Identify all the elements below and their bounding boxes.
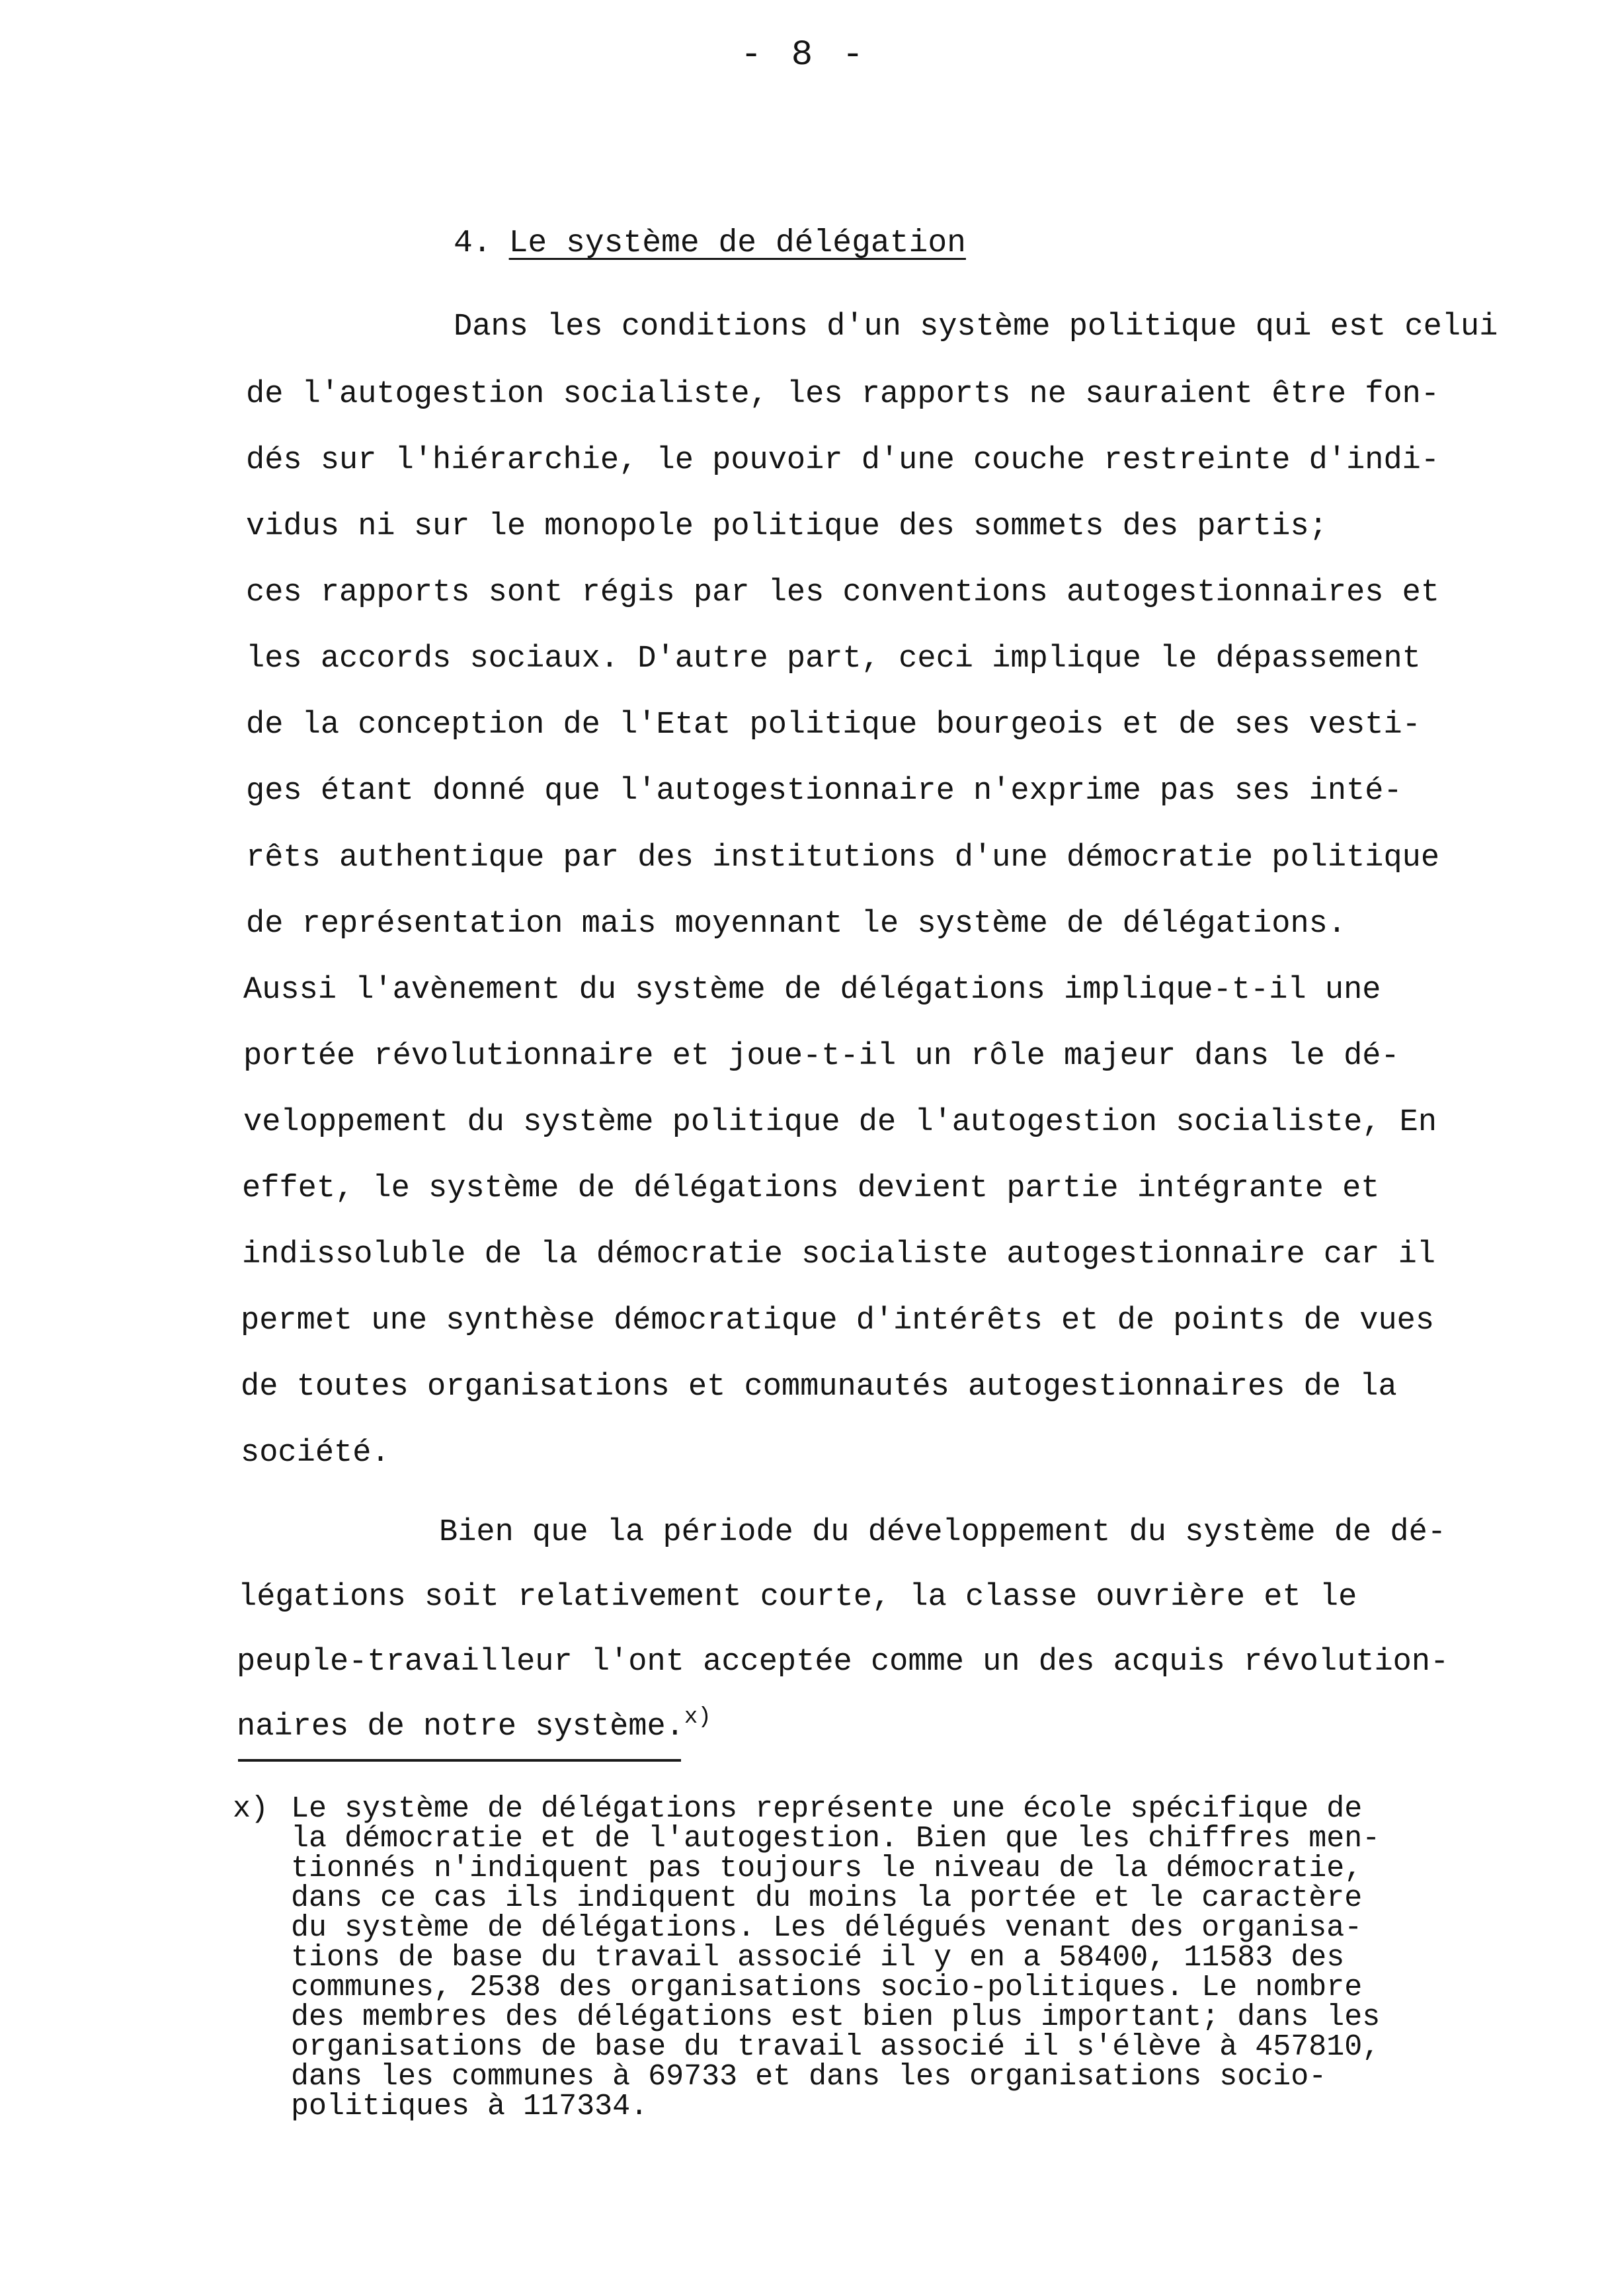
text-line-with-footnote-ref <box>237 1707 711 1747</box>
footnote-label: x) <box>233 1792 269 1826</box>
text-line: permet une synthèse démocratique d'intérêts et de points de vues <box>241 1303 1435 1338</box>
text-line: portée révolutionnaire et joue-t-il un rôle majeur dans le dé- <box>243 1039 1400 1074</box>
footnote-line: la démocratie et de l'autogestion. Bien que les chiffres men- <box>291 1822 1381 1856</box>
footnote-divider <box>238 1759 681 1762</box>
footnote-line: communes, 2538 des organisations socio-politiques. Le nombre <box>291 1971 1363 2004</box>
footnote-line: dans les communes à 69733 et dans les organisations socio- <box>291 2060 1327 2094</box>
footnote-line: politiques à 117334. <box>291 2090 649 2123</box>
text-line: ces rapports sont régis par les conventions autogestionnaires et <box>246 575 1440 610</box>
footnote-line: Le système de délégations représente une école spécifique de <box>291 1792 1363 1826</box>
text-line: Dans les conditions d'un système politique qui est celui <box>454 309 1498 345</box>
section-number: 4. <box>454 226 492 261</box>
text-line: vidus ni sur le monopole politique des sommets des partis; <box>246 509 1328 544</box>
text-line: peuple-travailleur l'ont acceptée comme un des acquis révolution- <box>237 1645 1449 1680</box>
text-line: naires de notre système. <box>237 1709 684 1744</box>
footnote-line: dans ce cas ils indiquent du moins la portée et le caractère <box>291 1881 1363 1915</box>
text-line: Bien que la période du développement du système de dé- <box>439 1515 1447 1550</box>
footnote-reference[interactable]: x) <box>684 1705 711 1730</box>
text-line: ges étant donné que l'autogestionnaire n'exprime pas ses inté- <box>246 774 1402 809</box>
text-line: les accords sociaux. D'autre part, ceci implique le dépassement <box>246 641 1421 676</box>
text-line: légations soit relativement courte, la classe ouvrière et le <box>238 1580 1357 1615</box>
text-line: veloppement du système politique de l'autogestion socialiste, En <box>243 1105 1437 1140</box>
text-line: société. <box>241 1436 390 1471</box>
footnote-line: organisations de base du travail associé il s'élève à 457810, <box>291 2030 1381 2064</box>
footnote-line: tions de base du travail associé il y en a 58400, 11583 des <box>291 1941 1345 1975</box>
footnote-line: des membres des délégations est bien plus important; dans les <box>291 2000 1381 2034</box>
section-heading <box>454 217 966 270</box>
section-title: Le système de délégation <box>508 226 966 261</box>
text-line: effet, le système de délégations devient partie intégrante et <box>242 1171 1380 1206</box>
text-line: de représentation mais moyennant le système de délégations. <box>246 907 1347 942</box>
text-line: indissoluble de la démocratie socialiste autogestionnaire car il <box>242 1237 1436 1272</box>
text-line: de l'autogestion socialiste, les rapports ne sauraient être fon- <box>246 377 1440 412</box>
footnote-line: tionnés n'indiquent pas toujours le niveau de la démocratie, <box>291 1852 1363 1885</box>
page-number: - 8 - <box>740 35 868 75</box>
text-line: dés sur l'hiérarchie, le pouvoir d'une couche restreinte d'indi- <box>246 443 1440 478</box>
text-line: de la conception de l'Etat politique bourgeois et de ses vesti- <box>246 708 1421 743</box>
text-line: de toutes organisations et communautés autogestionnaires de la <box>241 1370 1397 1405</box>
text-line: Aussi l'avènement du système de délégations implique-t-il une <box>243 973 1381 1008</box>
text-line: rêts authentique par des institutions d'une démocratie politique <box>246 840 1440 876</box>
footnote-line: du système de délégations. Les délégués venant des organisa- <box>291 1911 1363 1945</box>
